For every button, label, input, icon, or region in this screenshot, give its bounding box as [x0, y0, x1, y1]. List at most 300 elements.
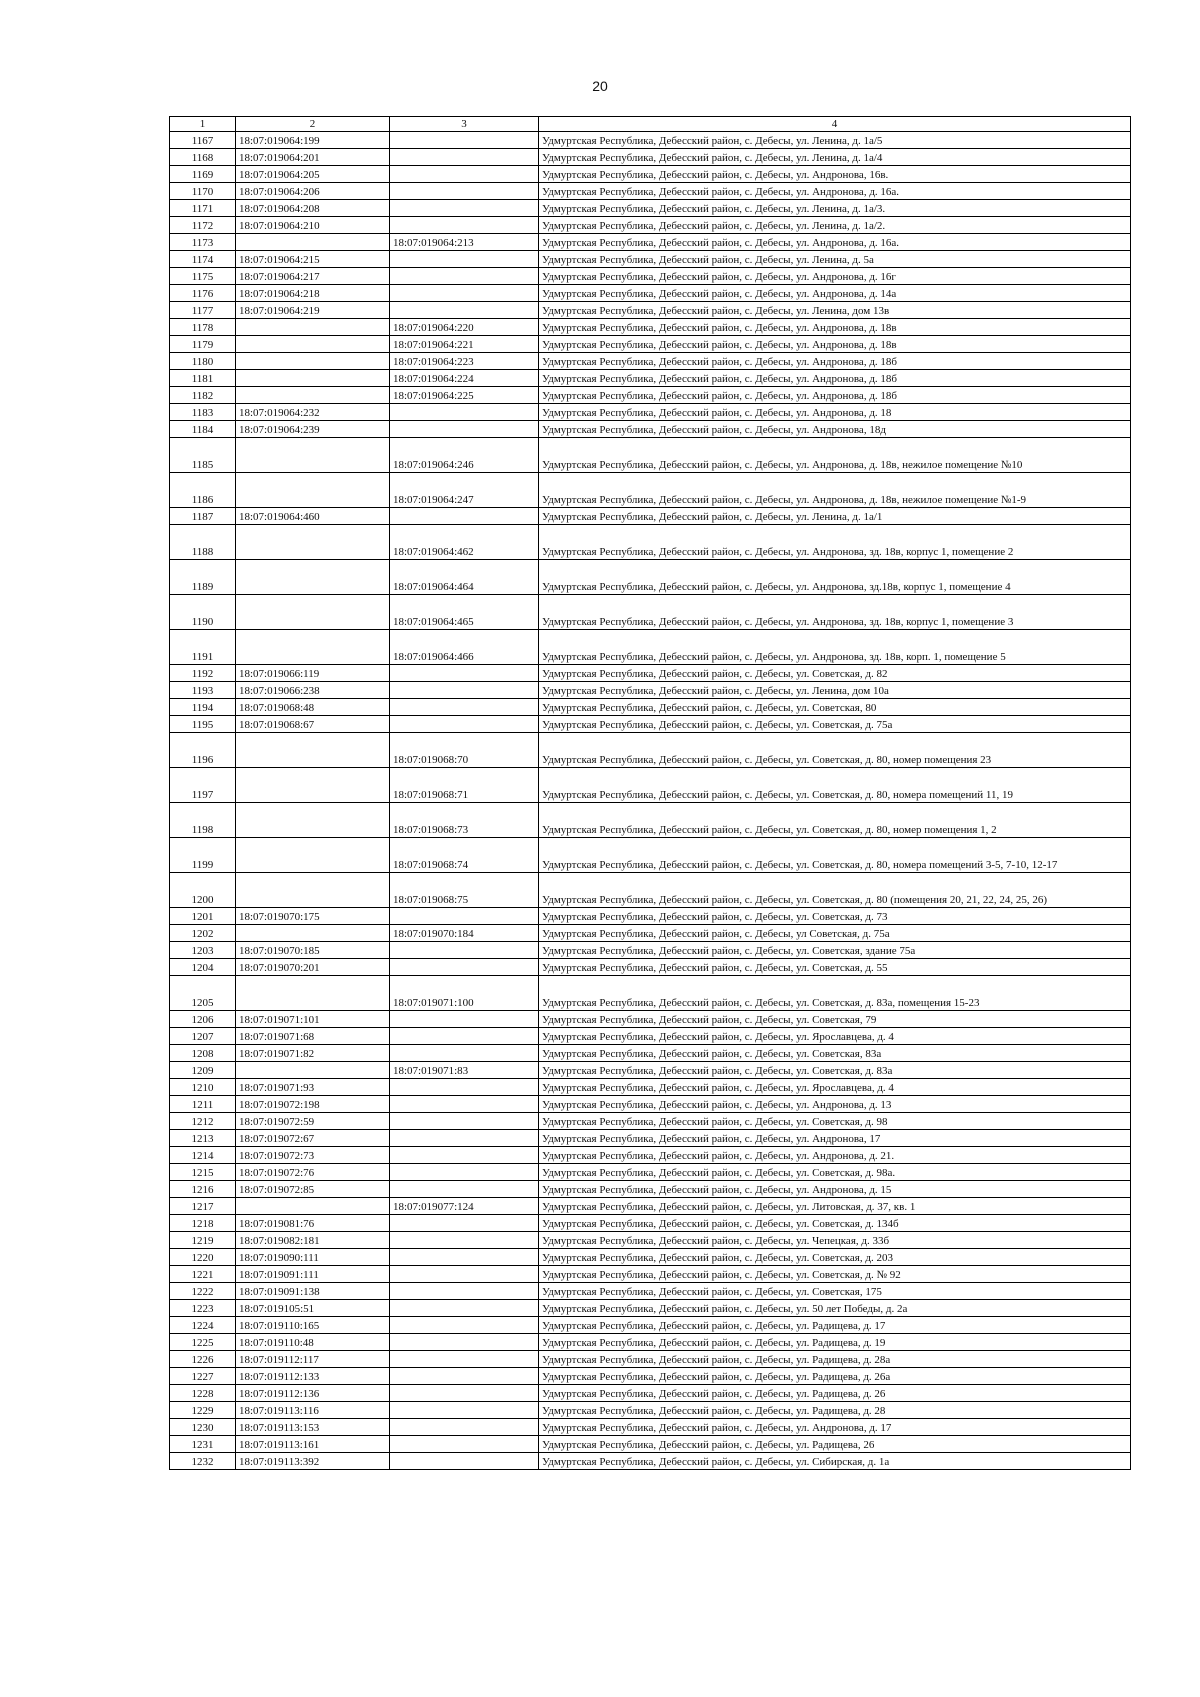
table-row [170, 1266, 1131, 1283]
cadastral-number-cell: 18:07:019064:201 [236, 149, 390, 166]
cadastral-number-cell: 18:07:019064:206 [236, 183, 390, 200]
table-row [170, 1011, 1131, 1028]
address-cell: Удмуртская Республика, Дебесский район, с. Дебесы, ул. Андронова, 16в. [539, 166, 1131, 183]
cadastral-number-cell [236, 370, 390, 387]
cadastral-number-alt-cell [390, 1436, 539, 1453]
cadastral-number-alt-cell [390, 1385, 539, 1402]
cadastral-number-cell: 18:07:019110:165 [236, 1317, 390, 1334]
address-cell: Удмуртская Республика, Дебесский район, с. Дебесы, ул. Андронова, зд.18в, корпус 1, помещение 4 [539, 560, 1131, 595]
address-cell: Удмуртская Республика, Дебесский район, с. Дебесы, ул. Андронова, д. 18б [539, 370, 1131, 387]
table-row [170, 1147, 1131, 1164]
cadastral-number-alt-cell: 18:07:019064:223 [390, 353, 539, 370]
cadastral-number-alt-cell [390, 1232, 539, 1249]
cadastral-number-alt-cell: 18:07:019068:74 [390, 838, 539, 873]
cadastral-number-alt-cell [390, 1419, 539, 1436]
column-header-4: 4 [539, 117, 1131, 132]
cadastral-number-cell: 18:07:019066:119 [236, 665, 390, 682]
cadastral-number-alt-cell [390, 217, 539, 234]
cadastral-number-cell [236, 319, 390, 336]
cadastral-number-cell: 18:07:019112:117 [236, 1351, 390, 1368]
address-cell: Удмуртская Республика, Дебесский район, с. Дебесы, ул. Советская, д. 98а. [539, 1164, 1131, 1181]
address-cell: Удмуртская Республика, Дебесский район, с. Дебесы, ул. Советская, д. 82 [539, 665, 1131, 682]
address-cell: Удмуртская Республика, Дебесский район, с. Дебесы, ул. Ленина, дом 13в [539, 302, 1131, 319]
address-cell: Удмуртская Республика, Дебесский район, с. Дебесы, ул. Радищева, д. 26а [539, 1368, 1131, 1385]
row-number-cell: 1196 [170, 733, 236, 768]
cadastral-number-alt-cell: 18:07:019077:124 [390, 1198, 539, 1215]
address-cell: Удмуртская Республика, Дебесский район, с. Дебесы, ул. Андронова, д. 18б [539, 387, 1131, 404]
address-cell: Удмуртская Республика, Дебесский район, с. Дебесы, ул. Ярославцева, д. 4 [539, 1028, 1131, 1045]
cadastral-number-alt-cell: 18:07:019064:464 [390, 560, 539, 595]
cadastral-number-alt-cell: 18:07:019068:75 [390, 873, 539, 908]
table-row [170, 665, 1131, 682]
cadastral-number-cell [236, 387, 390, 404]
row-number-cell: 1226 [170, 1351, 236, 1368]
address-cell: Удмуртская Республика, Дебесский район, с. Дебесы, ул. Советская, 80 [539, 699, 1131, 716]
table-row [170, 217, 1131, 234]
row-number-cell: 1221 [170, 1266, 236, 1283]
table-row [170, 1079, 1131, 1096]
cadastral-number-cell: 18:07:019113:153 [236, 1419, 390, 1436]
address-cell: Удмуртская Республика, Дебесский район, с. Дебесы, ул. Андронова, зд. 18в, корпус 1, помещение 2 [539, 525, 1131, 560]
cadastral-number-cell: 18:07:019070:185 [236, 942, 390, 959]
table-row [170, 166, 1131, 183]
address-cell: Удмуртская Республика, Дебесский район, с. Дебесы, ул. Советская, д. 83а, помещения 15-23 [539, 976, 1131, 1011]
address-cell: Удмуртская Республика, Дебесский район, с. Дебесы, ул. Андронова, д. 21. [539, 1147, 1131, 1164]
header-row [170, 117, 1131, 132]
row-number-cell: 1211 [170, 1096, 236, 1113]
address-cell: Удмуртская Республика, Дебесский район, с. Дебесы, ул. Советская, д. 75а [539, 716, 1131, 733]
page-number: 20 [592, 78, 608, 94]
row-number-cell: 1178 [170, 319, 236, 336]
address-cell: Удмуртская Республика, Дебесский район, с. Дебесы, ул. Советская, д. 134б [539, 1215, 1131, 1232]
address-cell: Удмуртская Республика, Дебесский район, с. Дебесы, ул. Радищева, д. 28а [539, 1351, 1131, 1368]
address-cell: Удмуртская Республика, Дебесский район, с. Дебесы, ул. Советская, 79 [539, 1011, 1131, 1028]
row-number-cell: 1192 [170, 665, 236, 682]
cadastral-number-alt-cell [390, 1011, 539, 1028]
table-row [170, 959, 1131, 976]
cadastral-number-cell: 18:07:019064:210 [236, 217, 390, 234]
address-cell: Удмуртская Республика, Дебесский район, с. Дебесы, ул. Андронова, д. 13 [539, 1096, 1131, 1113]
cadastral-number-alt-cell: 18:07:019068:71 [390, 768, 539, 803]
cadastral-number-cell [236, 234, 390, 251]
address-cell: Удмуртская Республика, Дебесский район, с. Дебесы, ул. Ленина, дом 10а [539, 682, 1131, 699]
cadastral-number-cell [236, 1198, 390, 1215]
address-cell: Удмуртская Республика, Дебесский район, с. Дебесы, ул. Советская, 175 [539, 1283, 1131, 1300]
table-row [170, 1062, 1131, 1079]
table-row [170, 1453, 1131, 1470]
cadastral-number-cell [236, 473, 390, 508]
table-body [170, 132, 1131, 1470]
row-number-cell: 1197 [170, 768, 236, 803]
cadastral-number-cell: 18:07:019072:198 [236, 1096, 390, 1113]
table-row [170, 682, 1131, 699]
cadastral-number-alt-cell [390, 1181, 539, 1198]
row-number-cell: 1195 [170, 716, 236, 733]
table-row [170, 1317, 1131, 1334]
cadastral-number-cell [236, 1062, 390, 1079]
column-header-2: 2 [236, 117, 390, 132]
row-number-cell: 1199 [170, 838, 236, 873]
cadastral-number-cell: 18:07:019071:82 [236, 1045, 390, 1062]
cadastral-number-cell: 18:07:019068:67 [236, 716, 390, 733]
table-row [170, 1164, 1131, 1181]
cadastral-number-alt-cell: 18:07:019071:100 [390, 976, 539, 1011]
row-number-cell: 1180 [170, 353, 236, 370]
address-cell: Удмуртская Республика, Дебесский район, с. Дебесы, ул. Советская, д. 80, номер помещения 23 [539, 733, 1131, 768]
cadastral-number-cell [236, 595, 390, 630]
registry-table [169, 116, 1131, 1470]
cadastral-number-alt-cell [390, 1283, 539, 1300]
table-row [170, 319, 1131, 336]
cadastral-number-cell: 18:07:019064:199 [236, 132, 390, 149]
table-row [170, 1436, 1131, 1453]
address-cell: Удмуртская Республика, Дебесский район, с. Дебесы, ул. Ленина, д. 1а/1 [539, 508, 1131, 525]
address-cell: Удмуртская Республика, Дебесский район, с. Дебесы, ул. Ленина, д. 1а/5 [539, 132, 1131, 149]
cadastral-number-cell [236, 733, 390, 768]
row-number-cell: 1216 [170, 1181, 236, 1198]
table-row [170, 336, 1131, 353]
row-number-cell: 1209 [170, 1062, 236, 1079]
address-cell: Удмуртская Республика, Дебесский район, с. Дебесы, ул. Советская, д. 80, номера помещений 11, 19 [539, 768, 1131, 803]
cadastral-number-alt-cell [390, 251, 539, 268]
cadastral-number-alt-cell [390, 1402, 539, 1419]
address-cell: Удмуртская Республика, Дебесский район, с. Дебесы, ул. Андронова, д. 15 [539, 1181, 1131, 1198]
table-row [170, 1028, 1131, 1045]
cadastral-number-alt-cell: 18:07:019064:221 [390, 336, 539, 353]
table-row [170, 1283, 1131, 1300]
cadastral-number-alt-cell [390, 1028, 539, 1045]
cadastral-number-alt-cell: 18:07:019070:184 [390, 925, 539, 942]
address-cell: Удмуртская Республика, Дебесский район, с. Дебесы, ул. Советская, д. 98 [539, 1113, 1131, 1130]
address-cell: Удмуртская Республика, Дебесский район, с. Дебесы, ул. Радищева, д. 17 [539, 1317, 1131, 1334]
row-number-cell: 1202 [170, 925, 236, 942]
row-number-cell: 1205 [170, 976, 236, 1011]
row-number-cell: 1222 [170, 1283, 236, 1300]
cadastral-number-alt-cell: 18:07:019068:73 [390, 803, 539, 838]
cadastral-number-cell: 18:07:019072:73 [236, 1147, 390, 1164]
address-cell: Удмуртская Республика, Дебесский район, с. Дебесы, ул. Радищева, д. 19 [539, 1334, 1131, 1351]
cadastral-number-cell: 18:07:019068:48 [236, 699, 390, 716]
table-row [170, 183, 1131, 200]
cadastral-number-alt-cell: 18:07:019064:462 [390, 525, 539, 560]
table-row [170, 1300, 1131, 1317]
cadastral-number-cell [236, 353, 390, 370]
row-number-cell: 1184 [170, 421, 236, 438]
row-number-cell: 1227 [170, 1368, 236, 1385]
row-number-cell: 1175 [170, 268, 236, 285]
cadastral-number-cell [236, 925, 390, 942]
cadastral-number-alt-cell: 18:07:019064:465 [390, 595, 539, 630]
row-number-cell: 1198 [170, 803, 236, 838]
row-number-cell: 1182 [170, 387, 236, 404]
table-row [170, 699, 1131, 716]
table-row [170, 803, 1131, 838]
table-row [170, 508, 1131, 525]
row-number-cell: 1219 [170, 1232, 236, 1249]
row-number-cell: 1183 [170, 404, 236, 421]
address-cell: Удмуртская Республика, Дебесский район, с. Дебесы, ул. Радищева, д. 26 [539, 1385, 1131, 1402]
table-row [170, 1181, 1131, 1198]
cadastral-number-alt-cell [390, 1300, 539, 1317]
cadastral-number-alt-cell: 18:07:019064:466 [390, 630, 539, 665]
address-cell: Удмуртская Республика, Дебесский район, с. Дебесы, ул. Советская, д. 55 [539, 959, 1131, 976]
address-cell: Удмуртская Республика, Дебесский район, с. Дебесы, ул. Сибирская, д. 1а [539, 1453, 1131, 1470]
row-number-cell: 1176 [170, 285, 236, 302]
cadastral-number-alt-cell: 18:07:019064:213 [390, 234, 539, 251]
address-cell: Удмуртская Республика, Дебесский район, с. Дебесы, ул. Андронова, зд. 18в, корп. 1, помещение 5 [539, 630, 1131, 665]
row-number-cell: 1224 [170, 1317, 236, 1334]
cadastral-number-cell [236, 768, 390, 803]
cadastral-number-cell [236, 873, 390, 908]
row-number-cell: 1194 [170, 699, 236, 716]
cadastral-number-alt-cell [390, 1351, 539, 1368]
address-cell: Удмуртская Республика, Дебесский район, с. Дебесы, ул. Андронова, д. 18в [539, 336, 1131, 353]
table-row [170, 1198, 1131, 1215]
row-number-cell: 1170 [170, 183, 236, 200]
cadastral-number-alt-cell [390, 1453, 539, 1470]
cadastral-number-alt-cell [390, 302, 539, 319]
cadastral-number-alt-cell [390, 959, 539, 976]
address-cell: Удмуртская Республика, Дебесский район, с. Дебесы, ул. Советская, д. 80, номер помещения 1, 2 [539, 803, 1131, 838]
cadastral-number-alt-cell [390, 716, 539, 733]
row-number-cell: 1203 [170, 942, 236, 959]
table-row [170, 733, 1131, 768]
cadastral-number-cell: 18:07:019071:101 [236, 1011, 390, 1028]
address-cell: Удмуртская Республика, Дебесский район, с. Дебесы, ул. Ленина, д. 1а/2. [539, 217, 1131, 234]
cadastral-number-cell: 18:07:019071:93 [236, 1079, 390, 1096]
cadastral-number-alt-cell: 18:07:019064:220 [390, 319, 539, 336]
cadastral-number-cell: 18:07:019113:116 [236, 1402, 390, 1419]
cadastral-number-alt-cell [390, 149, 539, 166]
table-row [170, 1096, 1131, 1113]
cadastral-number-alt-cell [390, 1147, 539, 1164]
address-cell: Удмуртская Республика, Дебесский район, с. Дебесы, ул. Андронова, д. 16а. [539, 234, 1131, 251]
address-cell: Удмуртская Республика, Дебесский район, с. Дебесы, ул. Андронова, д. 16г [539, 268, 1131, 285]
table-row [170, 1368, 1131, 1385]
cadastral-number-cell [236, 336, 390, 353]
column-header-1: 1 [170, 117, 236, 132]
cadastral-number-alt-cell [390, 699, 539, 716]
row-number-cell: 1174 [170, 251, 236, 268]
address-cell: Удмуртская Республика, Дебесский район, с. Дебесы, ул. Советская, д. 80 (помещения 20, 21, 22, 24, 25, 26) [539, 873, 1131, 908]
cadastral-number-alt-cell: 18:07:019064:246 [390, 438, 539, 473]
cadastral-number-alt-cell [390, 942, 539, 959]
cadastral-number-cell [236, 976, 390, 1011]
row-number-cell: 1177 [170, 302, 236, 319]
table-row [170, 302, 1131, 319]
table-row [170, 132, 1131, 149]
cadastral-number-cell: 18:07:019072:67 [236, 1130, 390, 1147]
cadastral-number-cell [236, 803, 390, 838]
address-cell: Удмуртская Республика, Дебесский район, с. Дебесы, ул. Советская, д. № 92 [539, 1266, 1131, 1283]
address-cell: Удмуртская Республика, Дебесский район, с. Дебесы, ул. Андронова, 18д [539, 421, 1131, 438]
cadastral-number-alt-cell [390, 421, 539, 438]
cadastral-number-cell: 18:07:019110:48 [236, 1334, 390, 1351]
table-row [170, 438, 1131, 473]
cadastral-number-alt-cell: 18:07:019064:225 [390, 387, 539, 404]
row-number-cell: 1210 [170, 1079, 236, 1096]
table-row [170, 908, 1131, 925]
row-number-cell: 1223 [170, 1300, 236, 1317]
table-row [170, 1045, 1131, 1062]
row-number-cell: 1229 [170, 1402, 236, 1419]
table-row [170, 1249, 1131, 1266]
cadastral-number-alt-cell [390, 1266, 539, 1283]
cadastral-number-cell: 18:07:019070:201 [236, 959, 390, 976]
cadastral-number-alt-cell [390, 665, 539, 682]
row-number-cell: 1217 [170, 1198, 236, 1215]
row-number-cell: 1172 [170, 217, 236, 234]
cadastral-number-cell: 18:07:019113:161 [236, 1436, 390, 1453]
cadastral-number-alt-cell [390, 404, 539, 421]
address-cell: Удмуртская Республика, Дебесский район, с. Дебесы, ул. Чепецкая, д. 33б [539, 1232, 1131, 1249]
row-number-cell: 1230 [170, 1419, 236, 1436]
table-row [170, 1215, 1131, 1232]
table-row [170, 976, 1131, 1011]
cadastral-number-alt-cell [390, 908, 539, 925]
cadastral-number-cell: 18:07:019112:136 [236, 1385, 390, 1402]
cadastral-number-alt-cell: 18:07:019071:83 [390, 1062, 539, 1079]
table-row [170, 404, 1131, 421]
cadastral-number-alt-cell [390, 1045, 539, 1062]
row-number-cell: 1215 [170, 1164, 236, 1181]
cadastral-number-cell: 18:07:019091:138 [236, 1283, 390, 1300]
cadastral-number-alt-cell [390, 183, 539, 200]
row-number-cell: 1173 [170, 234, 236, 251]
table-row [170, 925, 1131, 942]
cadastral-number-cell: 18:07:019113:392 [236, 1453, 390, 1470]
address-cell: Удмуртская Республика, Дебесский район, с. Дебесы, ул. 50 лет Победы, д. 2а [539, 1300, 1131, 1317]
address-cell: Удмуртская Республика, Дебесский район, с. Дебесы, ул. Ленина, д. 1а/4 [539, 149, 1131, 166]
address-cell: Удмуртская Республика, Дебесский район, с. Дебесы, ул. Ярославцева, д. 4 [539, 1079, 1131, 1096]
address-cell: Удмуртская Республика, Дебесский район, с. Дебесы, ул. Андронова, д. 18в, нежилое помещение №10 [539, 438, 1131, 473]
cadastral-number-alt-cell [390, 200, 539, 217]
cadastral-number-cell: 18:07:019091:111 [236, 1266, 390, 1283]
table-row [170, 1113, 1131, 1130]
table-row [170, 1419, 1131, 1436]
cadastral-number-alt-cell [390, 1215, 539, 1232]
address-cell: Удмуртская Республика, Дебесский район, с. Дебесы, ул. Советская, здание 75а [539, 942, 1131, 959]
cadastral-number-cell: 18:07:019071:68 [236, 1028, 390, 1045]
row-number-cell: 1188 [170, 525, 236, 560]
cadastral-number-cell: 18:07:019105:51 [236, 1300, 390, 1317]
cadastral-number-alt-cell [390, 166, 539, 183]
row-number-cell: 1213 [170, 1130, 236, 1147]
row-number-cell: 1185 [170, 438, 236, 473]
row-number-cell: 1218 [170, 1215, 236, 1232]
cadastral-number-alt-cell: 18:07:019064:224 [390, 370, 539, 387]
cadastral-number-alt-cell [390, 132, 539, 149]
address-cell: Удмуртская Республика, Дебесский район, с. Дебесы, ул. Радищева, 26 [539, 1436, 1131, 1453]
table-row [170, 268, 1131, 285]
row-number-cell: 1189 [170, 560, 236, 595]
table-row [170, 873, 1131, 908]
address-cell: Удмуртская Республика, Дебесский район, с. Дебесы, ул. Андронова, д. 17 [539, 1419, 1131, 1436]
row-number-cell: 1171 [170, 200, 236, 217]
row-number-cell: 1225 [170, 1334, 236, 1351]
table-row [170, 149, 1131, 166]
table-row [170, 630, 1131, 665]
cadastral-number-alt-cell [390, 508, 539, 525]
table-row [170, 387, 1131, 404]
address-cell: Удмуртская Республика, Дебесский район, с. Дебесы, ул. Советская, д. 73 [539, 908, 1131, 925]
row-number-cell: 1207 [170, 1028, 236, 1045]
cadastral-number-cell [236, 838, 390, 873]
cadastral-number-cell: 18:07:019064:215 [236, 251, 390, 268]
table-row [170, 525, 1131, 560]
row-number-cell: 1212 [170, 1113, 236, 1130]
address-cell: Удмуртская Республика, Дебесский район, с. Дебесы, ул. Ленина, д. 5а [539, 251, 1131, 268]
row-number-cell: 1214 [170, 1147, 236, 1164]
table-row [170, 768, 1131, 803]
table-row [170, 838, 1131, 873]
table-row [170, 560, 1131, 595]
row-number-cell: 1220 [170, 1249, 236, 1266]
row-number-cell: 1181 [170, 370, 236, 387]
row-number-cell: 1169 [170, 166, 236, 183]
column-header-3: 3 [390, 117, 539, 132]
cadastral-number-alt-cell [390, 1130, 539, 1147]
cadastral-number-alt-cell [390, 1317, 539, 1334]
cadastral-number-cell [236, 560, 390, 595]
cadastral-number-alt-cell [390, 1368, 539, 1385]
cadastral-number-cell: 18:07:019082:181 [236, 1232, 390, 1249]
row-number-cell: 1190 [170, 595, 236, 630]
cadastral-number-alt-cell [390, 1164, 539, 1181]
address-cell: Удмуртская Республика, Дебесский район, с. Дебесы, ул. Андронова, д. 14а [539, 285, 1131, 302]
table-row [170, 370, 1131, 387]
cadastral-number-cell [236, 630, 390, 665]
address-cell: Удмуртская Республика, Дебесский район, с. Дебесы, ул. Радищева, д. 28 [539, 1402, 1131, 1419]
address-cell: Удмуртская Республика, Дебесский район, с. Дебесы, ул. Андронова, зд. 18в, корпус 1, помещение 3 [539, 595, 1131, 630]
address-cell: Удмуртская Республика, Дебесский район, с. Дебесы, ул. Андронова, д. 16а. [539, 183, 1131, 200]
table-row [170, 251, 1131, 268]
cadastral-number-alt-cell: 18:07:019064:247 [390, 473, 539, 508]
cadastral-number-cell: 18:07:019072:76 [236, 1164, 390, 1181]
cadastral-number-cell: 18:07:019064:217 [236, 268, 390, 285]
cadastral-number-alt-cell [390, 1079, 539, 1096]
table-row [170, 1402, 1131, 1419]
table-row [170, 421, 1131, 438]
table-row [170, 1334, 1131, 1351]
row-number-cell: 1232 [170, 1453, 236, 1470]
table-row [170, 942, 1131, 959]
cadastral-number-alt-cell [390, 1113, 539, 1130]
address-cell: Удмуртская Республика, Дебесский район, с. Дебесы, ул. Андронова, д. 18б [539, 353, 1131, 370]
cadastral-number-cell: 18:07:019064:218 [236, 285, 390, 302]
row-number-cell: 1208 [170, 1045, 236, 1062]
table-row [170, 716, 1131, 733]
table-row [170, 200, 1131, 217]
cadastral-number-cell: 18:07:019064:219 [236, 302, 390, 319]
cadastral-number-cell: 18:07:019064:232 [236, 404, 390, 421]
row-number-cell: 1228 [170, 1385, 236, 1402]
cadastral-number-cell: 18:07:019064:460 [236, 508, 390, 525]
cadastral-number-cell: 18:07:019072:59 [236, 1113, 390, 1130]
address-cell: Удмуртская Республика, Дебесский район, с. Дебесы, ул. Андронова, д. 18в [539, 319, 1131, 336]
table-row [170, 473, 1131, 508]
table-row [170, 353, 1131, 370]
row-number-cell: 1206 [170, 1011, 236, 1028]
address-cell: Удмуртская Республика, Дебесский район, с. Дебесы, ул. Советская, 83а [539, 1045, 1131, 1062]
cadastral-number-cell [236, 438, 390, 473]
cadastral-number-alt-cell [390, 1096, 539, 1113]
row-number-cell: 1191 [170, 630, 236, 665]
address-cell: Удмуртская Республика, Дебесский район, с. Дебесы, ул Советская, д. 75а [539, 925, 1131, 942]
address-cell: Удмуртская Республика, Дебесский район, с. Дебесы, ул. Советская, д. 83а [539, 1062, 1131, 1079]
cadastral-number-alt-cell [390, 1334, 539, 1351]
cadastral-number-cell: 18:07:019064:208 [236, 200, 390, 217]
